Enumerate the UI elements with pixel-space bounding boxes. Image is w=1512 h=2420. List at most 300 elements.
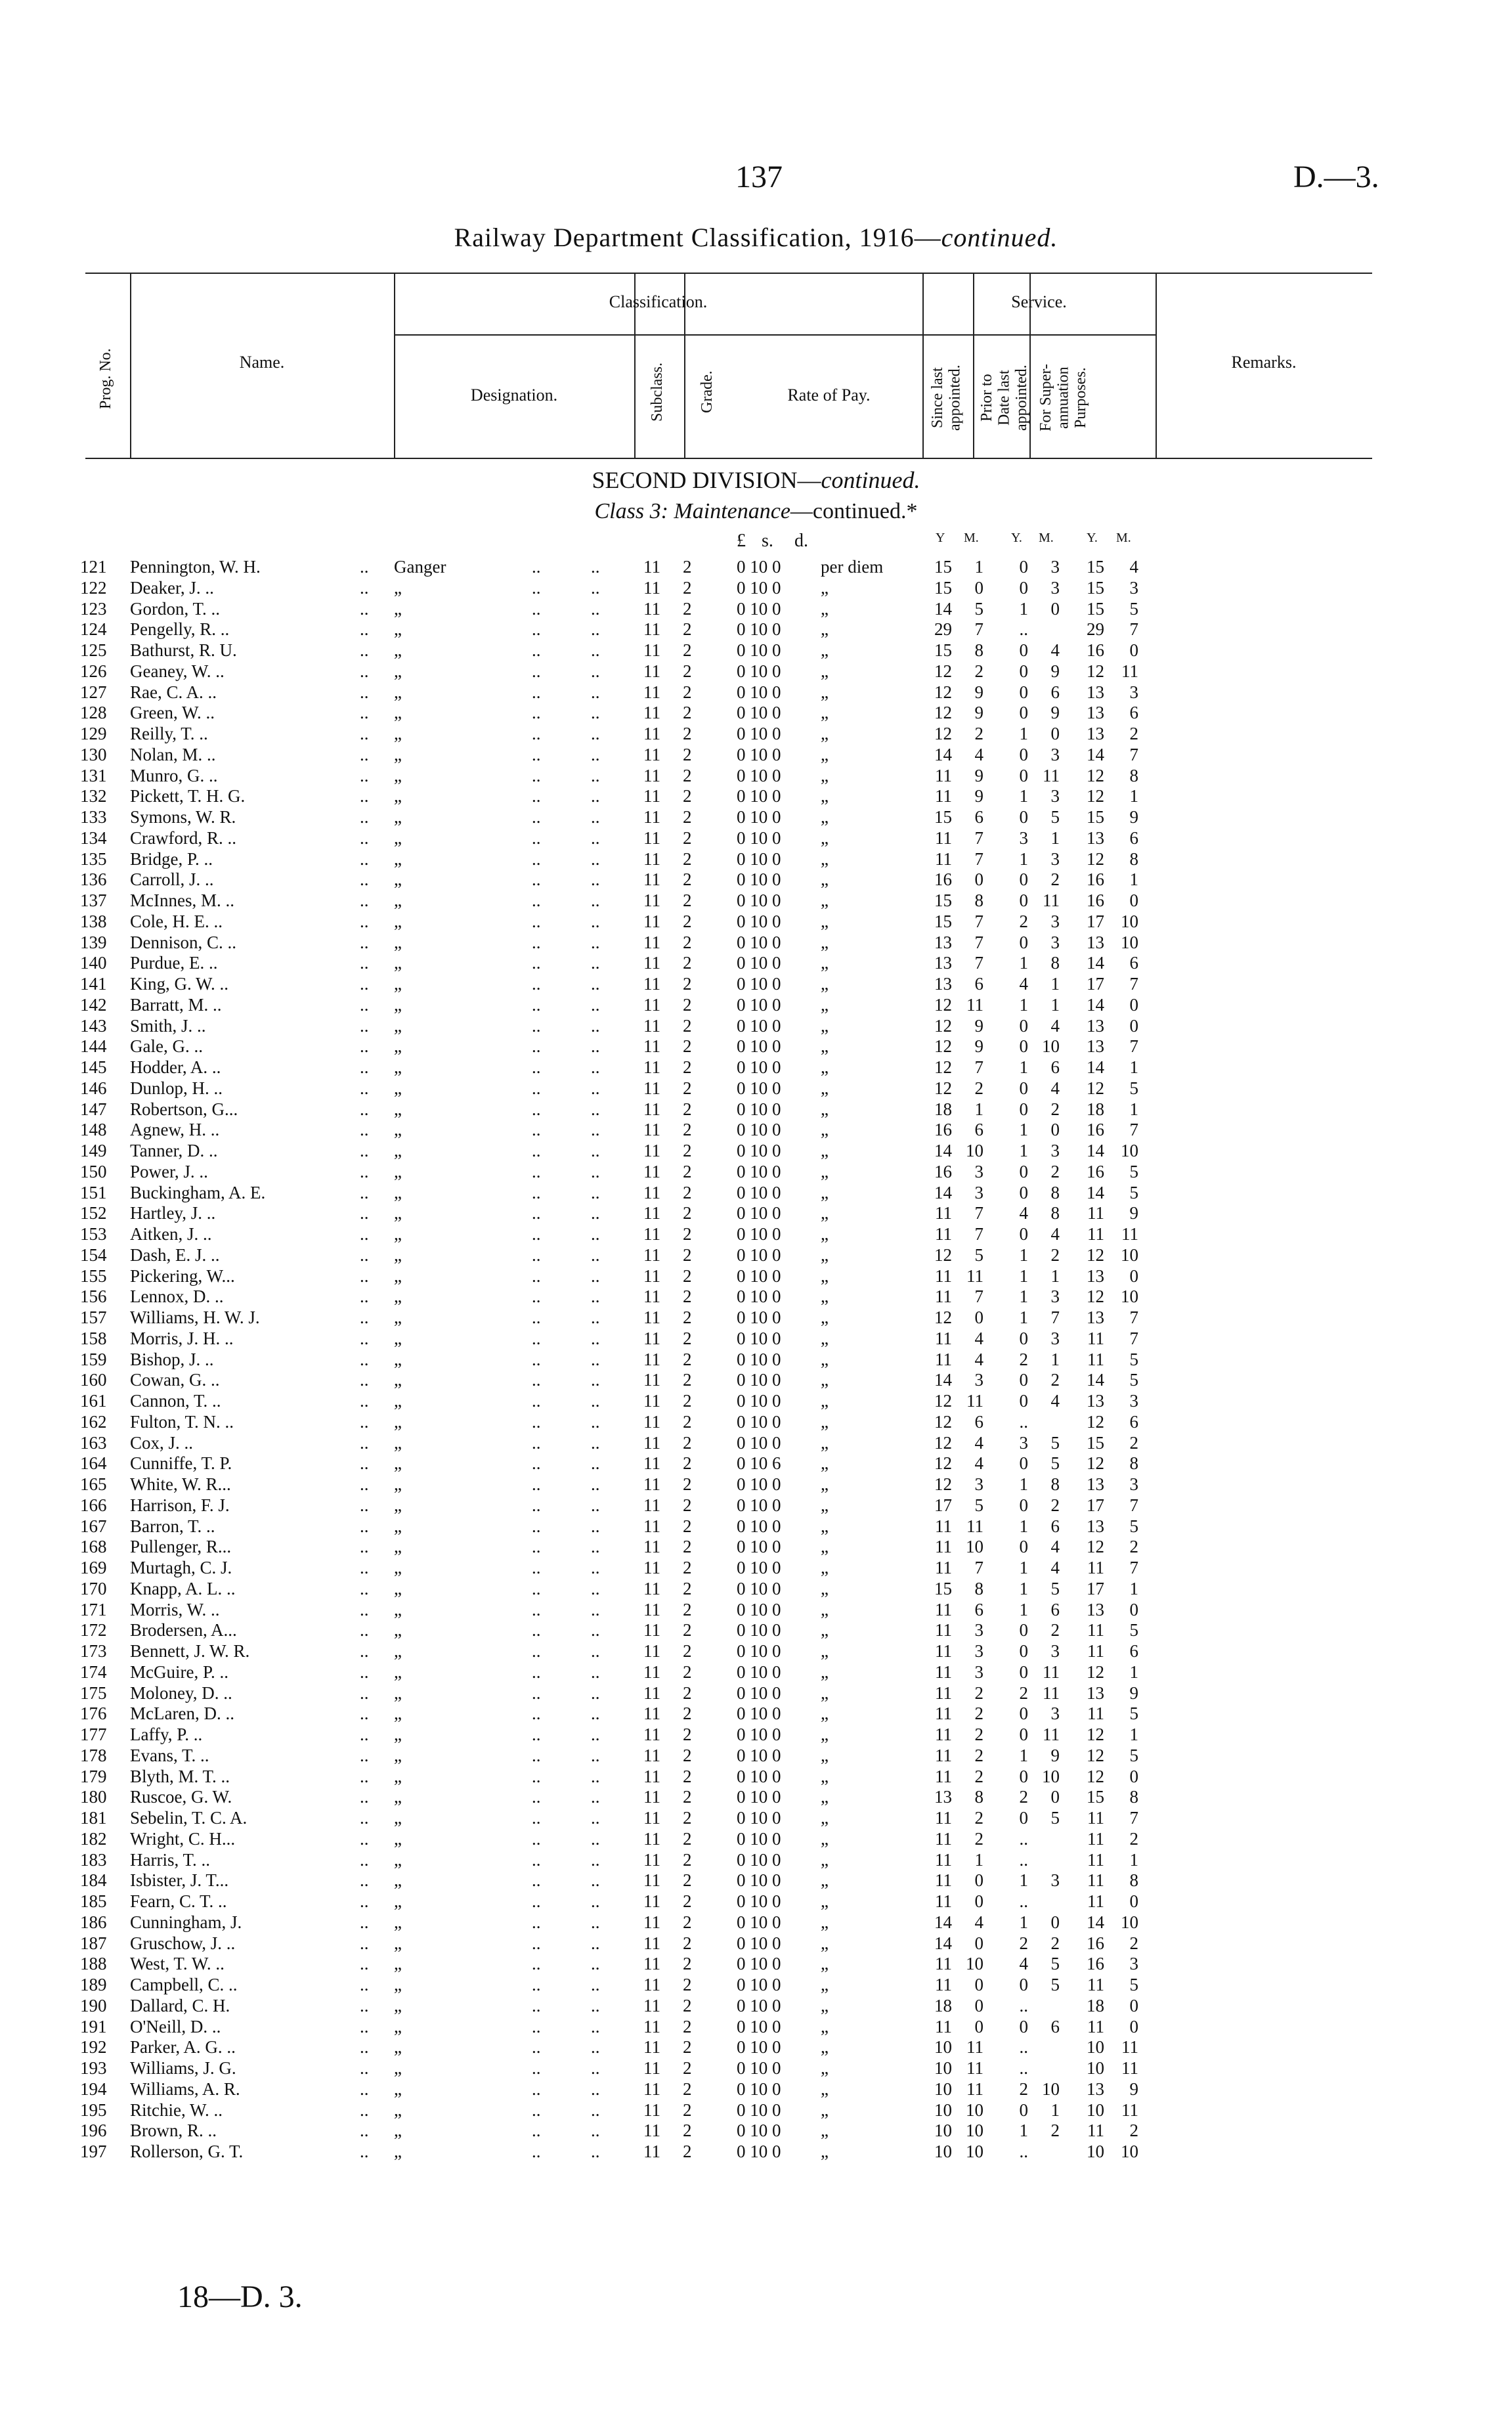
employee-name: Reilly, T. .. [130, 724, 208, 743]
prior-years: 1 [1019, 848, 1028, 869]
super-years: 12 [1087, 1244, 1104, 1265]
header-since-last: Since last appointed. [929, 364, 964, 431]
unit-prior-months: M. [1039, 531, 1054, 545]
subclass: 11 [643, 1787, 660, 1807]
super-years: 10 [1087, 2142, 1104, 2161]
super-years: 11 [1087, 1349, 1104, 1369]
leader-dots: .. [532, 1120, 541, 1140]
leader-dots: .. [360, 1995, 369, 2015]
prior-months: 2 [1050, 1099, 1060, 1119]
designation: „ [394, 765, 402, 785]
prior-years: 0 [1019, 869, 1028, 890]
since-years: 11 [935, 1328, 952, 1348]
rate-of-pay: 0 10 0 [737, 1370, 781, 1390]
prior-years: 1 [1019, 1912, 1028, 1932]
grade: 2 [683, 1828, 692, 1849]
super-years: 11 [1087, 1704, 1104, 1724]
row-number: 195 [80, 2100, 107, 2120]
rate-of-pay: 0 10 0 [737, 974, 781, 994]
pay-period: „ [821, 786, 829, 806]
since-months: 11 [966, 1516, 983, 1536]
since-years: 11 [935, 1870, 952, 1891]
leader-dots: .. [591, 1661, 600, 1682]
since-years: 12 [934, 1244, 952, 1265]
super-years: 14 [1087, 744, 1104, 764]
subclass: 11 [643, 1578, 660, 1598]
leader-dots: .. [360, 1933, 369, 1953]
leader-dots: .. [591, 1161, 600, 1181]
leader-dots: .. [360, 1224, 369, 1244]
subclass: 11 [643, 1224, 660, 1244]
designation: „ [394, 1683, 402, 1703]
subclass: 11 [643, 1745, 660, 1765]
since-years: 29 [934, 619, 952, 640]
rate-of-pay: 0 10 0 [737, 598, 781, 619]
leader-dots: .. [591, 2142, 600, 2161]
pay-period: „ [821, 1078, 829, 1098]
pay-period: „ [821, 1161, 829, 1181]
super-years: 11 [1087, 1224, 1104, 1244]
super-years: 17 [1087, 974, 1104, 994]
super-months: 1 [1129, 1661, 1138, 1682]
header-classification: Classification. [609, 292, 708, 311]
table-row [0, 2079, 1512, 2100]
leader-dots: .. [532, 765, 541, 785]
prior-years: 0 [1019, 557, 1028, 577]
designation: „ [394, 1516, 402, 1536]
since-years: 14 [934, 1182, 952, 1202]
table-row [0, 1683, 1512, 1704]
row-number: 134 [80, 827, 107, 848]
prior-months: 1 [1050, 2100, 1060, 2120]
row-number: 122 [80, 577, 107, 598]
subclass: 11 [643, 724, 660, 743]
division-heading [0, 466, 1512, 494]
header-superannuation: For Super- annuation Purposes. [1037, 364, 1089, 432]
prior-months: 5 [1050, 1954, 1060, 1974]
leader-dots: .. [591, 744, 600, 764]
table-row [0, 1829, 1512, 1850]
row-number: 121 [80, 557, 107, 577]
leader-dots: .. [591, 2016, 600, 2036]
pay-period: „ [821, 661, 829, 681]
since-months: 7 [974, 1203, 983, 1223]
table-row [0, 1912, 1512, 1933]
prior-years: 0 [1019, 1328, 1028, 1348]
prior-years: 2 [1019, 1933, 1028, 1953]
super-years: 11 [1087, 1203, 1104, 1223]
employee-name: Rae, C. A. .. [130, 682, 217, 702]
leader-dots: .. [360, 724, 369, 743]
prior-months: 4 [1050, 1537, 1060, 1557]
super-months: 5 [1129, 1975, 1138, 1994]
leader-dots: .. [591, 827, 600, 848]
header-prior: Prior to Date last appointed. [978, 364, 1030, 431]
employee-name: Pullenger, R... [130, 1537, 232, 1557]
rate-of-pay: 0 10 0 [737, 911, 781, 931]
since-months: 11 [966, 2037, 983, 2057]
since-years: 10 [934, 2079, 952, 2099]
employee-name: Brodersen, A... [130, 1620, 237, 1640]
subclass: 11 [643, 1891, 660, 1911]
leader-dots: .. [591, 932, 600, 952]
employee-name: Hartley, J. .. [130, 1203, 216, 1223]
leader-dots: .. [360, 598, 369, 619]
super-months: 10 [1121, 911, 1138, 931]
grade: 2 [683, 1954, 692, 1974]
row-number: 149 [80, 1141, 107, 1160]
leader-dots: .. [360, 1578, 369, 1598]
row-number: 173 [80, 1641, 107, 1661]
prior-months: 3 [1050, 1287, 1060, 1307]
subclass: 11 [643, 1370, 660, 1390]
super-years: 16 [1087, 1933, 1104, 1953]
super-months: 7 [1129, 1328, 1138, 1348]
leader-dots: .. [532, 1954, 541, 1974]
leader-dots: .. [360, 953, 369, 973]
table-row [0, 869, 1512, 891]
super-months: 0 [1129, 1891, 1138, 1911]
since-years: 18 [934, 1099, 952, 1119]
super-years: 12 [1087, 1453, 1104, 1474]
rate-of-pay: 0 10 0 [737, 1078, 781, 1098]
super-months: 10 [1121, 1287, 1138, 1307]
rate-of-pay: 0 10 0 [737, 1828, 781, 1849]
leader-dots: .. [532, 1849, 541, 1870]
leader-dots: .. [360, 661, 369, 681]
subclass: 11 [643, 1141, 660, 1160]
leader-dots: .. [360, 1265, 369, 1286]
super-months: 10 [1121, 2142, 1138, 2161]
since-months: 7 [974, 932, 983, 952]
table-row [0, 640, 1512, 661]
since-years: 13 [934, 932, 952, 952]
subclass: 11 [643, 1641, 660, 1661]
grade: 2 [683, 2037, 692, 2057]
since-months: 7 [974, 619, 983, 640]
subclass: 11 [643, 598, 660, 619]
row-number: 133 [80, 807, 107, 827]
rate-of-pay: 0 10 0 [737, 1558, 781, 1577]
subclass: 11 [643, 1287, 660, 1307]
designation: „ [394, 2037, 402, 2057]
prior-years: 4 [1019, 1203, 1028, 1223]
pay-period: „ [821, 724, 829, 743]
super-years: 13 [1087, 682, 1104, 702]
subclass: 11 [643, 1870, 660, 1891]
grade: 2 [683, 1287, 692, 1307]
pay-period: „ [821, 1432, 829, 1453]
rate-of-pay: 0 10 0 [737, 1120, 781, 1140]
subclass: 11 [643, 619, 660, 640]
row-number: 175 [80, 1683, 107, 1703]
prior-months: 9 [1050, 661, 1060, 681]
since-years: 11 [935, 1599, 952, 1619]
subclass: 11 [643, 1495, 660, 1515]
super-years: 13 [1087, 1599, 1104, 1619]
designation: „ [394, 1558, 402, 1577]
leader-dots: .. [532, 1432, 541, 1453]
table-row [0, 1412, 1512, 1433]
row-number: 163 [80, 1432, 107, 1453]
leader-dots: .. [591, 1432, 600, 1453]
leader-dots: .. [360, 2142, 369, 2161]
leader-dots: .. [591, 1954, 600, 1974]
since-years: 12 [934, 1015, 952, 1036]
leader-dots: .. [532, 953, 541, 973]
designation: „ [394, 1099, 402, 1119]
leader-dots: .. [532, 1870, 541, 1891]
rate-of-pay: 0 10 0 [737, 661, 781, 681]
table-row [0, 1704, 1512, 1725]
since-months: 5 [974, 598, 983, 619]
grade: 2 [683, 1933, 692, 1953]
grade: 2 [683, 640, 692, 660]
leader-dots: .. [532, 640, 541, 660]
super-years: 13 [1087, 703, 1104, 723]
pay-period: „ [821, 1995, 829, 2015]
rate-of-pay: 0 10 0 [737, 1683, 781, 1703]
leader-dots: .. [591, 1828, 600, 1849]
since-years: 11 [935, 1683, 952, 1703]
row-number: 142 [80, 994, 107, 1015]
prior-months: 2 [1050, 1620, 1060, 1640]
leader-dots: .. [532, 1661, 541, 1682]
row-number: 128 [80, 703, 107, 723]
super-years: 12 [1087, 1725, 1104, 1744]
since-months: 0 [974, 1870, 983, 1891]
rate-of-pay: 0 10 0 [737, 682, 781, 702]
pay-period: „ [821, 765, 829, 785]
header-name: Name. [239, 353, 285, 372]
designation: „ [394, 1745, 402, 1765]
prior-months: 10 [1042, 1036, 1060, 1057]
since-years: 14 [934, 1933, 952, 1953]
table-row [0, 891, 1512, 912]
since-years: 15 [934, 640, 952, 660]
designation: „ [394, 619, 402, 640]
subclass: 11 [643, 1849, 660, 1870]
grade: 2 [683, 2142, 692, 2161]
super-years: 12 [1087, 1078, 1104, 1098]
designation: „ [394, 932, 402, 952]
grade: 2 [683, 1891, 692, 1911]
since-months: 3 [974, 1620, 983, 1640]
table-row [0, 1162, 1512, 1183]
subclass: 11 [643, 1099, 660, 1119]
title-main: Railway Department Classification, 1916— [454, 223, 941, 252]
leader-dots: .. [360, 1182, 369, 1202]
leader-dots: .. [360, 1599, 369, 1619]
row-number: 148 [80, 1120, 107, 1140]
prior-years: 0 [1019, 1975, 1028, 1994]
super-years: 11 [1087, 1870, 1104, 1891]
pay-period: „ [821, 2058, 829, 2078]
pay-period: „ [821, 577, 829, 598]
super-months: 9 [1129, 2079, 1138, 2099]
row-number: 189 [80, 1975, 107, 1994]
designation: „ [394, 1599, 402, 1619]
row-number: 197 [80, 2142, 107, 2161]
unit-pence: d. [794, 531, 808, 551]
grade: 2 [683, 2121, 692, 2141]
designation: „ [394, 1182, 402, 1202]
prior-months: 11 [1043, 1661, 1060, 1682]
leader-dots: .. [532, 682, 541, 702]
grade: 2 [683, 1015, 692, 1036]
leader-dots: .. [532, 827, 541, 848]
pay-period: „ [821, 1766, 829, 1786]
pay-period: „ [821, 1411, 829, 1432]
row-number: 170 [80, 1578, 107, 1598]
pay-period: „ [821, 2142, 829, 2161]
rate-of-pay: 0 10 0 [737, 2100, 781, 2120]
table-row [0, 974, 1512, 995]
pay-period: „ [821, 1870, 829, 1891]
subclass: 11 [643, 1057, 660, 1077]
leader-dots: .. [591, 619, 600, 640]
prior-years: 0 [1019, 1224, 1028, 1244]
leader-dots: .. [360, 1308, 369, 1327]
subclass: 11 [643, 1599, 660, 1619]
designation: „ [394, 974, 402, 994]
since-years: 11 [935, 1766, 952, 1786]
table-row [0, 1329, 1512, 1350]
leader-dots: .. [591, 1933, 600, 1953]
super-months: 10 [1121, 1244, 1138, 1265]
prior-years: 1 [1019, 1120, 1028, 1140]
since-years: 11 [935, 1808, 952, 1828]
since-months: 4 [974, 1453, 983, 1474]
leader-dots: .. [532, 891, 541, 910]
leader-dots: .. [360, 807, 369, 827]
leader-dots: .. [591, 2079, 600, 2099]
row-number: 159 [80, 1349, 107, 1369]
since-years: 14 [934, 1141, 952, 1160]
since-years: 16 [934, 1161, 952, 1181]
subclass: 11 [643, 2016, 660, 2036]
leader-dots: .. [360, 1203, 369, 1223]
leader-dots: .. [532, 1182, 541, 1202]
leader-dots: .. [532, 994, 541, 1015]
super-years: 18 [1087, 1099, 1104, 1119]
grade: 2 [683, 953, 692, 973]
designation: „ [394, 1766, 402, 1786]
table-row [0, 1516, 1512, 1537]
leader-dots: .. [591, 1808, 600, 1828]
employee-name: Smith, J. .. [130, 1015, 206, 1036]
super-months: 2 [1129, 1828, 1138, 1849]
leader-dots: .. [532, 1558, 541, 1577]
table-row [0, 682, 1512, 703]
pay-period: „ [821, 1224, 829, 1244]
subclass: 11 [643, 640, 660, 660]
designation: „ [394, 2079, 402, 2099]
prior-years: 0 [1019, 1661, 1028, 1682]
leader-dots: .. [532, 1599, 541, 1619]
super-months: 8 [1129, 765, 1138, 785]
prior-months: 3 [1050, 744, 1060, 764]
leader-dots: .. [532, 1078, 541, 1098]
leader-dots: .. [532, 1265, 541, 1286]
designation: „ [394, 1808, 402, 1828]
page-number: 137 [735, 160, 783, 194]
subclass: 11 [643, 974, 660, 994]
leader-dots: .. [360, 1495, 369, 1515]
grade: 2 [683, 891, 692, 910]
rate-of-pay: 0 10 0 [737, 953, 781, 973]
prior-years: 0 [1019, 765, 1028, 785]
leader-dots: .. [591, 724, 600, 743]
leader-dots: .. [591, 1120, 600, 1140]
row-number: 154 [80, 1244, 107, 1265]
since-years: 11 [935, 1203, 952, 1223]
since-months: 4 [974, 1912, 983, 1932]
grade: 2 [683, 1328, 692, 1348]
table-row [0, 1287, 1512, 1308]
designation: „ [394, 1912, 402, 1932]
table-row [0, 1891, 1512, 1912]
row-number: 136 [80, 869, 107, 890]
since-years: 18 [934, 1995, 952, 2015]
designation: „ [394, 2121, 402, 2141]
table-row [0, 1767, 1512, 1788]
subclass: 11 [643, 1516, 660, 1536]
leader-dots: .. [360, 1891, 369, 1911]
employee-name: Williams, J. G. [130, 2058, 236, 2078]
prior-years: 0 [1019, 661, 1028, 681]
leader-dots: .. [360, 1558, 369, 1577]
since-years: 11 [935, 1954, 952, 1974]
row-number: 158 [80, 1328, 107, 1348]
leader-dots: .. [532, 703, 541, 723]
rate-of-pay: 0 10 0 [737, 848, 781, 869]
super-months: 3 [1129, 1474, 1138, 1494]
grade: 2 [683, 869, 692, 890]
pay-period: „ [821, 1036, 829, 1057]
super-years: 15 [1087, 557, 1104, 577]
designation: „ [394, 724, 402, 743]
leader-dots: .. [360, 1661, 369, 1682]
table-row [0, 2100, 1512, 2121]
subclass: 11 [643, 1474, 660, 1494]
super-months: 7 [1129, 1308, 1138, 1327]
super-months: 10 [1121, 932, 1138, 952]
prior-months: 0 [1050, 1120, 1060, 1140]
super-years: 12 [1087, 848, 1104, 869]
prior-months: 6 [1050, 1599, 1060, 1619]
pay-period: „ [821, 827, 829, 848]
table-row [0, 1391, 1512, 1412]
designation: „ [394, 1308, 402, 1327]
super-years: 11 [1087, 1641, 1104, 1661]
prior-months: 3 [1050, 1641, 1060, 1661]
row-number: 156 [80, 1287, 107, 1307]
leader-dots: .. [532, 2079, 541, 2099]
prior-years: 1 [1019, 1599, 1028, 1619]
grade: 2 [683, 1661, 692, 1682]
leader-dots: .. [360, 577, 369, 598]
since-years: 13 [934, 953, 952, 973]
since-years: 11 [935, 848, 952, 869]
leader-dots: .. [591, 1620, 600, 1640]
super-months: 10 [1121, 1141, 1138, 1160]
pay-period: „ [821, 1808, 829, 1828]
leader-dots: .. [591, 1141, 600, 1160]
prior-months: 0 [1050, 1787, 1060, 1807]
pay-period: „ [821, 1578, 829, 1598]
prior-years: 1 [1019, 1308, 1028, 1327]
